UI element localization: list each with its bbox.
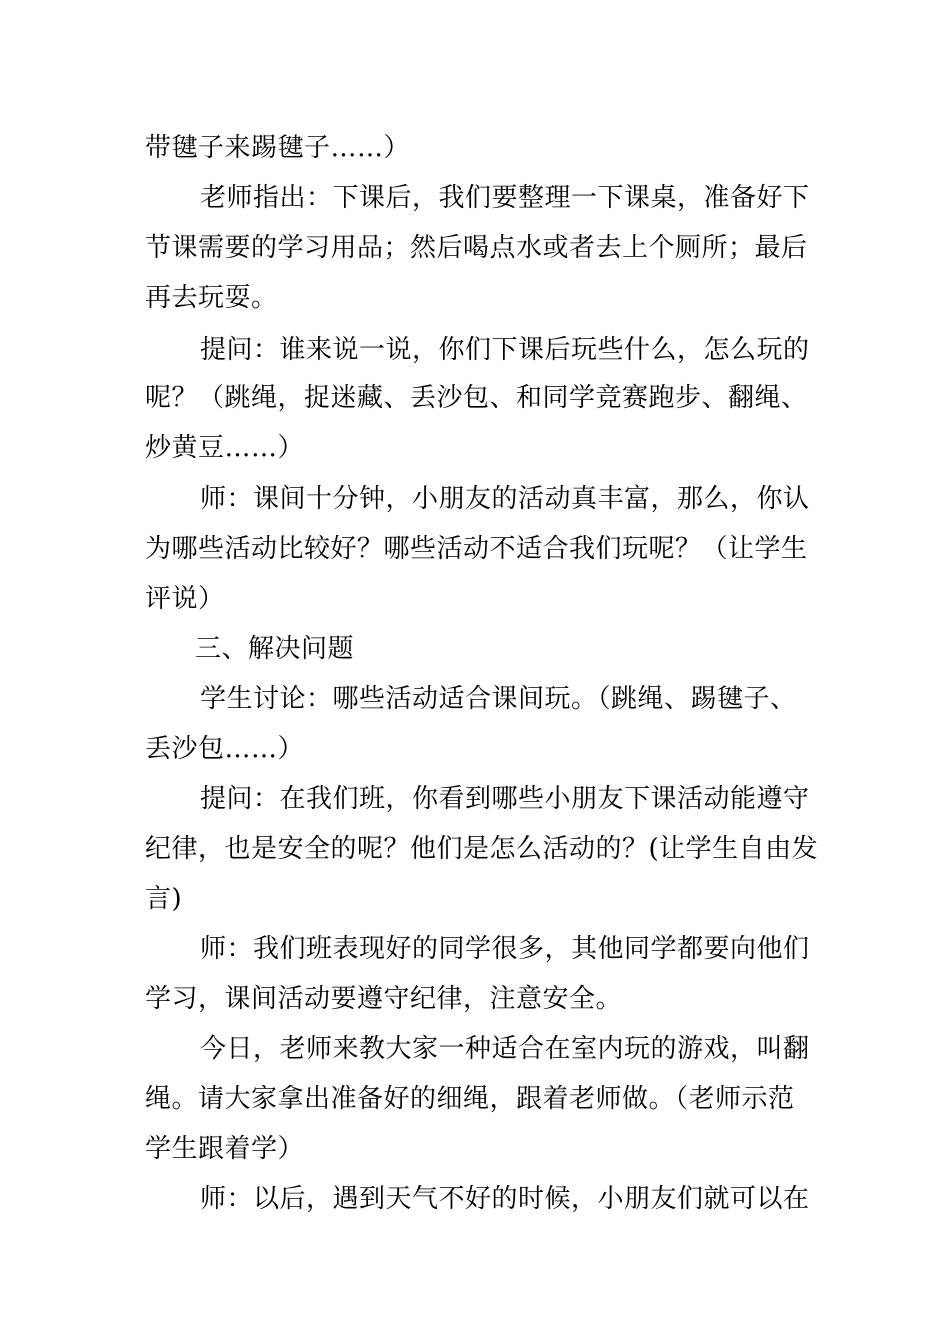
text-line: 师：以后，遇到天气不好的时候，小朋友们就可以在: [200, 1184, 810, 1214]
text-line: 提问：谁来说一说，你们下课后玩些什么，怎么玩的: [200, 335, 810, 365]
text-line: 言): [145, 884, 183, 914]
text-line: 绳。请大家拿出准备好的细绳，跟着老师做。（老师示范: [145, 1084, 795, 1114]
text-line: 老师指出：下课后，我们要整理一下课桌，准备好下: [200, 183, 810, 213]
text-line: 为哪些活动比较好？哪些活动不适合我们玩呢？（让学生: [145, 534, 808, 564]
text-line: 师：我们班表现好的同学很多，其他同学都要向他们: [200, 934, 810, 964]
text-line: 师：课间十分钟，小朋友的活动真丰富，那么，你认: [200, 484, 810, 514]
text-line: 丢沙包……）: [145, 734, 305, 764]
text-line: 炒黄豆……）: [145, 433, 305, 463]
text-line: 呢？（跳绳，捉迷藏、丢沙包、和同学竞赛跑步、翻绳、: [145, 383, 808, 413]
text-line: 学生讨论：哪些活动适合课间玩。（跳绳、踢毽子、: [200, 684, 797, 714]
text-line: 今日，老师来教大家一种适合在室内玩的游戏，叫翻: [200, 1034, 810, 1064]
text-line: 学生跟着学）: [145, 1134, 305, 1164]
text-line: 带毽子来踢毽子……）: [145, 133, 411, 163]
text-line: 节课需要的学习用品；然后喝点水或者去上个厕所；最后: [145, 233, 808, 263]
text-line: 学习，课间活动要遵守纪律，注意安全。: [145, 984, 623, 1014]
section-heading: 三、解决问题: [195, 634, 355, 664]
text-line: 评说）: [145, 584, 225, 614]
text-line: 提问：在我们班，你看到哪些小朋友下课活动能遵守: [200, 784, 810, 814]
text-line: 纪律，也是安全的呢？他们是怎么活动的？(让学生自由发: [145, 834, 819, 864]
text-line: 再去玩耍。: [145, 283, 278, 313]
